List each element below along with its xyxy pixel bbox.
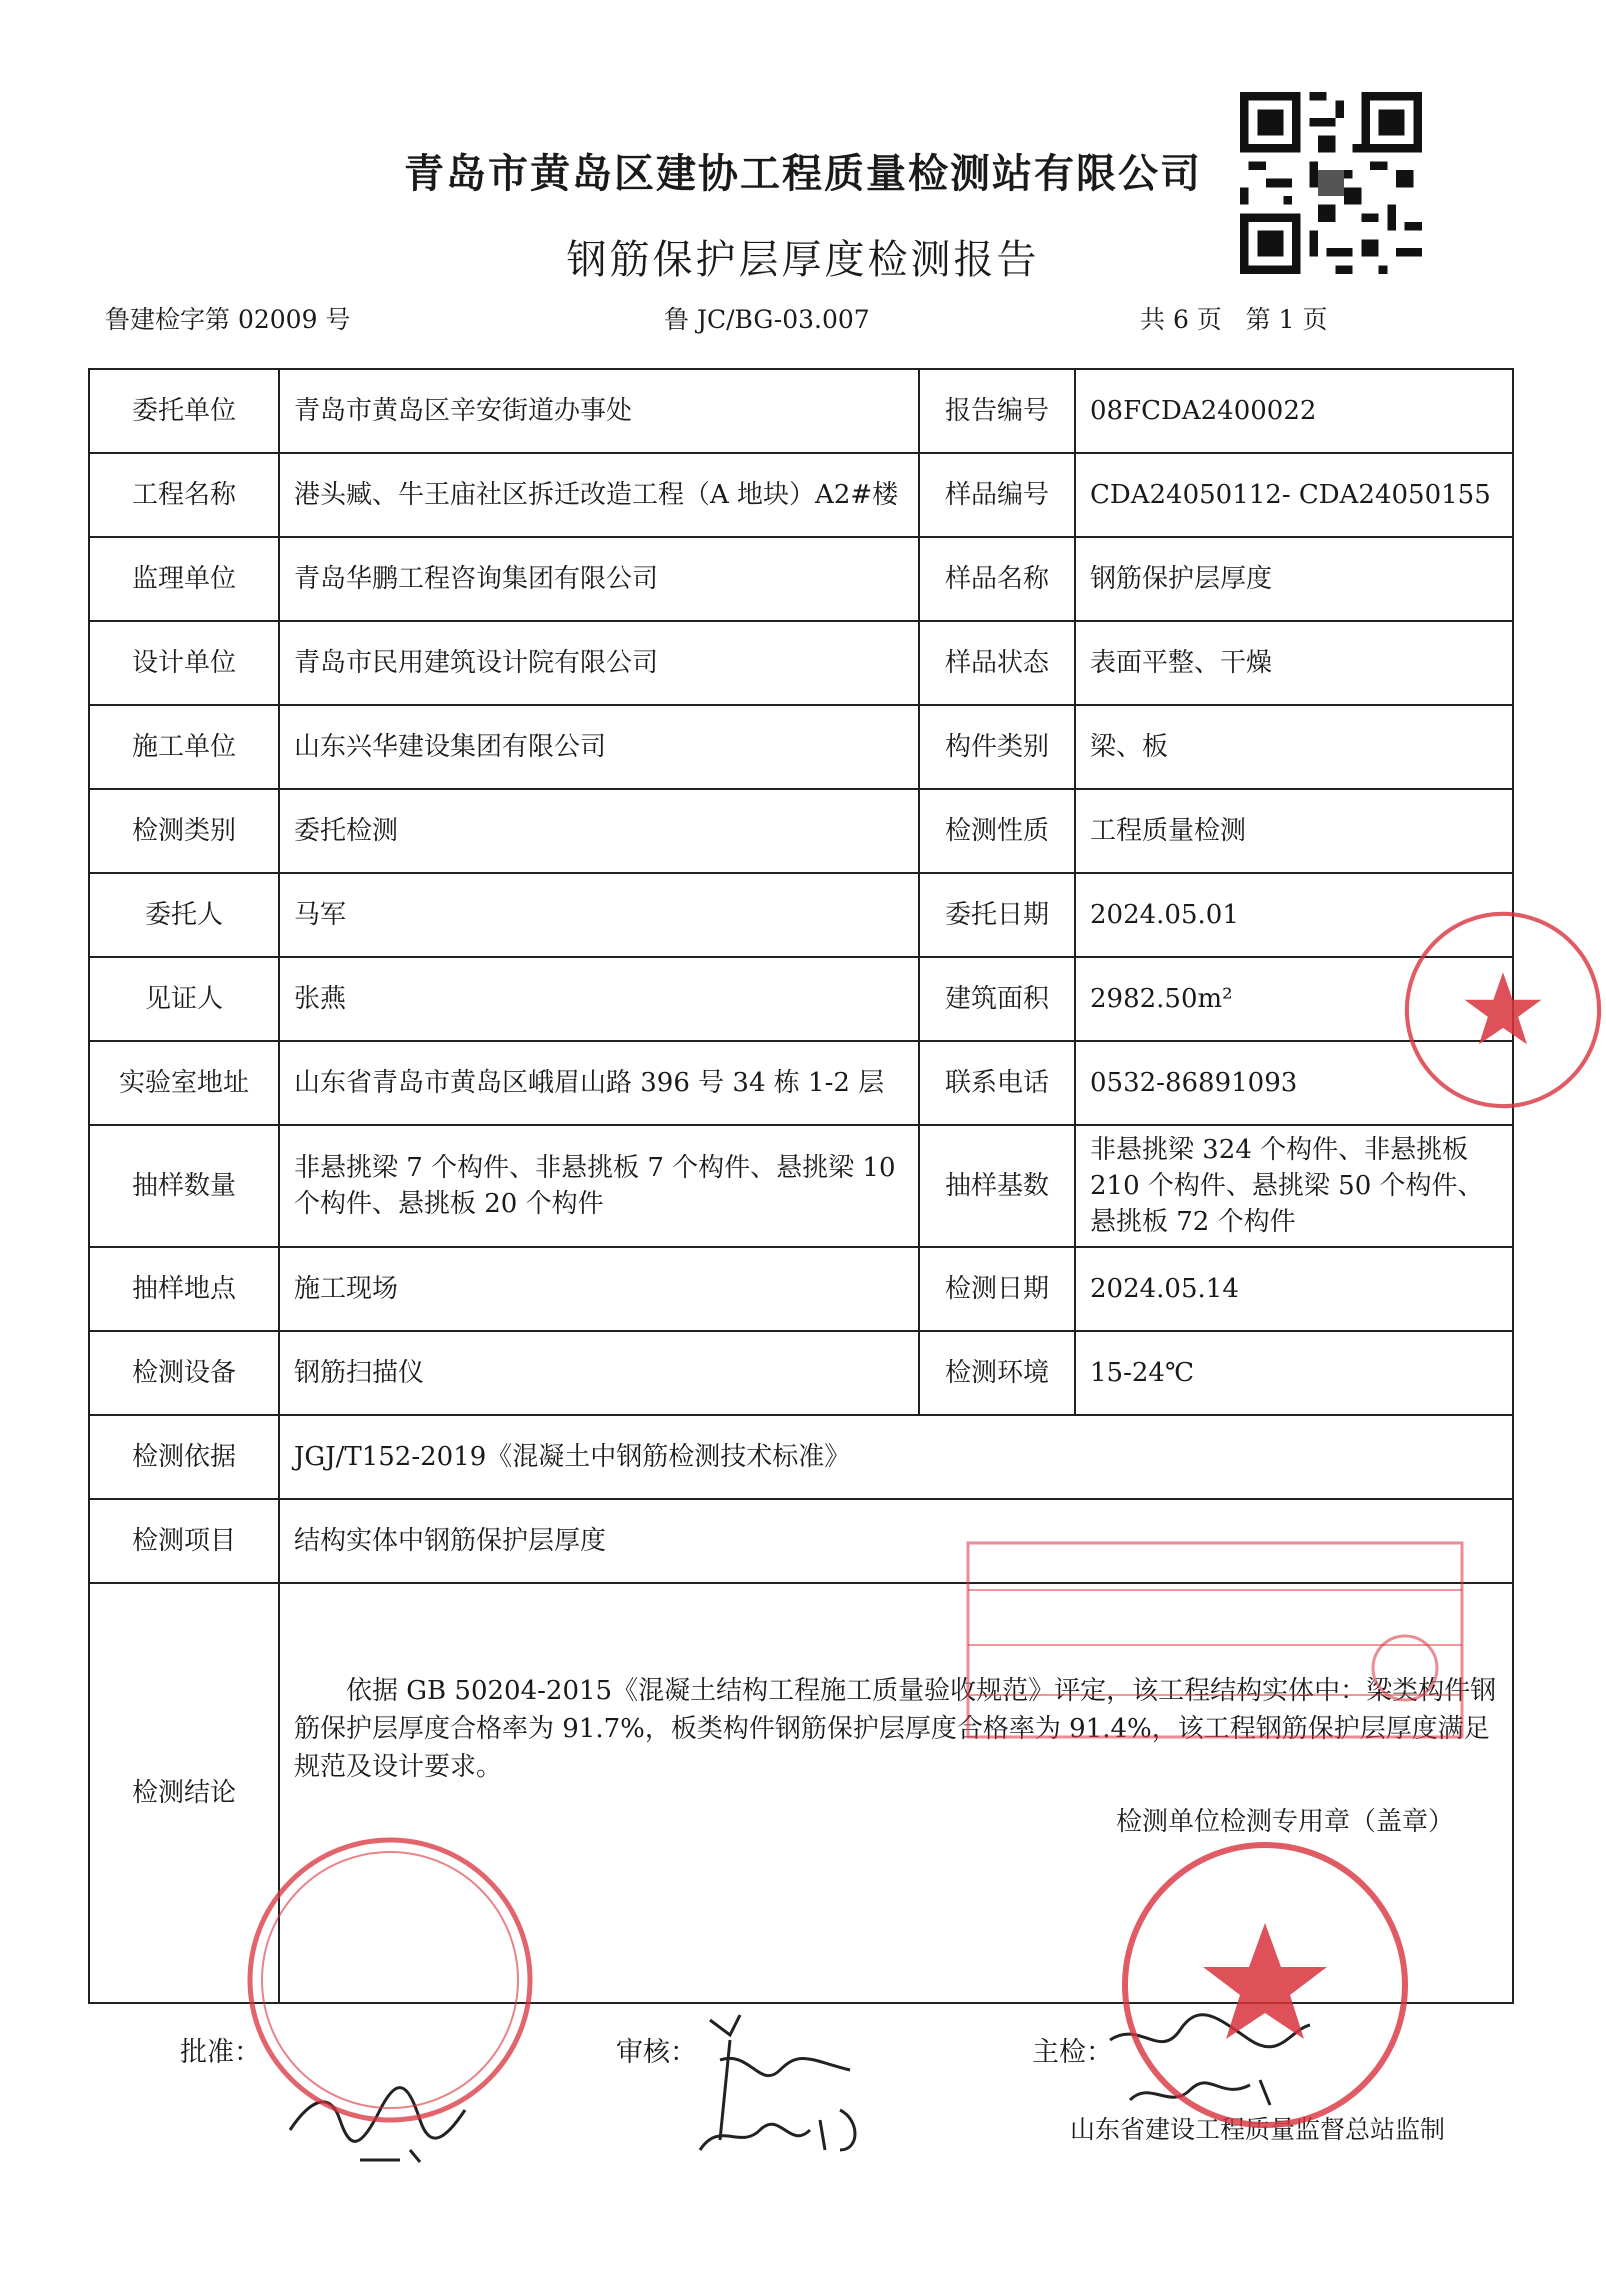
row-value: 委托检测 [279,789,919,873]
row-value: 0532-86891093 [1075,1041,1513,1125]
row-label: 抽样数量 [89,1125,279,1247]
table-row [89,369,1513,453]
row-label: 实验室地址 [89,1041,279,1125]
row-label: 设计单位 [89,621,279,705]
table-row [89,789,1513,873]
row-value: 钢筋保护层厚度 [1075,537,1513,621]
row-value: 2024.05.14 [1075,1247,1513,1331]
table-row [89,1331,1513,1415]
row-label: 检测性质 [919,789,1075,873]
table-row [89,1041,1513,1125]
left-seal [240,1820,540,2140]
basis-value: JGJ/T152-2019《混凝土中钢筋检测技术标准》 [279,1415,1513,1499]
engineer-seal [965,1540,1465,1740]
row-value: 山东兴华建设集团有限公司 [279,705,919,789]
row-label: 检测日期 [919,1247,1075,1331]
table-row [89,1125,1513,1247]
qr-code-icon [1240,92,1422,274]
row-label: 工程名称 [89,453,279,537]
row-value: 15-24℃ [1075,1331,1513,1415]
table-row [89,957,1513,1041]
row-label: 委托日期 [919,873,1075,957]
row-label: 样品名称 [919,537,1075,621]
report-title: 钢筋保护层厚度检测报告 [566,237,1040,283]
table-row [89,1247,1513,1331]
row-label: 建筑面积 [919,957,1075,1041]
reviewer-signature [690,2000,890,2160]
table-row [89,1415,1513,1499]
page-info: 共 6 页 第 1 页 [1140,305,1328,334]
table-row [89,453,1513,537]
row-value: 青岛华鹏工程咨询集团有限公司 [279,537,919,621]
right-edge-seal [1400,860,1606,1160]
row-label: 样品状态 [919,621,1075,705]
conclusion-label: 检测结论 [89,1583,279,2003]
inspect-label: 主检： [1032,2037,1113,2068]
item-value: 结构实体中钢筋保护层厚度 [279,1499,1513,1583]
row-value: 2982.50m² [1075,957,1513,1041]
table-row [89,705,1513,789]
row-value: 表面平整、干燥 [1075,621,1513,705]
row-value: 港头臧、牛王庙社区拆迁改造工程（A 地块）A2#楼 [279,453,919,537]
approve-label: 批准： [180,2037,261,2068]
row-value: 非悬挑梁 324 个构件、非悬挑板 210 个构件、悬挑梁 50 个构件、悬挑板 72 个构件 [1075,1125,1513,1247]
review-label: 审核： [616,2037,697,2068]
row-label: 报告编号 [919,369,1075,453]
row-value: 梁、板 [1075,705,1513,789]
supervision-text: 山东省建设工程质量监督总站监制 [1070,2115,1446,2144]
row-label: 检测环境 [919,1331,1075,1415]
row-label: 监理单位 [89,537,279,621]
report-table [88,368,1514,2004]
bottom-right-seal [1115,1835,1415,2135]
row-value: 08FCDA2400022 [1075,369,1513,453]
row-value: 马军 [279,873,919,957]
row-value: 工程质量检测 [1075,789,1513,873]
row-value: 青岛市民用建筑设计院有限公司 [279,621,919,705]
row-value: 山东省青岛市黄岛区峨眉山路 396 号 34 栋 1-2 层 [279,1041,919,1125]
conclusion-text: 依据 GB 50204-2015《混凝土结构工程施工质量验收规范》评定，该工程结构实体中：梁类构件钢筋保护层厚度合格率为 91.7%，板类构件钢筋保护层厚度合格率为 91.4%，该工程钢筋保护层厚度满足规范及设计要求。 [294,1676,1497,1782]
company-title: 青岛市黄岛区建协工程质量检测站有限公司 [404,150,1202,197]
row-value: 非悬挑梁 7 个构件、非悬挑板 7 个构件、悬挑梁 10 个构件、悬挑板 20 个构件 [279,1125,919,1247]
row-label: 委托人 [89,873,279,957]
row-label: 样品编号 [919,453,1075,537]
row-label: 联系电话 [919,1041,1075,1125]
row-label: 抽样地点 [89,1247,279,1331]
row-label: 抽样基数 [919,1125,1075,1247]
license-number: 鲁建检字第 02009 号 [105,305,351,334]
table-row [89,537,1513,621]
row-value: 2024.05.01 [1075,873,1513,957]
row-label: 施工单位 [89,705,279,789]
row-label: 检测设备 [89,1331,279,1415]
row-label: 委托单位 [89,369,279,453]
row-value: 施工现场 [279,1247,919,1331]
row-value: CDA24050112- CDA24050155 [1075,453,1513,537]
basis-label: 检测依据 [89,1415,279,1499]
row-value: 张燕 [279,957,919,1041]
row-label: 见证人 [89,957,279,1041]
row-label: 检测类别 [89,789,279,873]
row-label: 构件类别 [919,705,1075,789]
table-row [89,873,1513,957]
row-value: 青岛市黄岛区辛安街道办事处 [279,369,919,453]
form-code: 鲁 JC/BG-03.007 [664,305,870,334]
row-value: 钢筋扫描仪 [279,1331,919,1415]
item-label: 检测项目 [89,1499,279,1583]
seal-note: 检测单位检测专用章（盖章） [1115,1807,1454,1837]
table-row [89,621,1513,705]
